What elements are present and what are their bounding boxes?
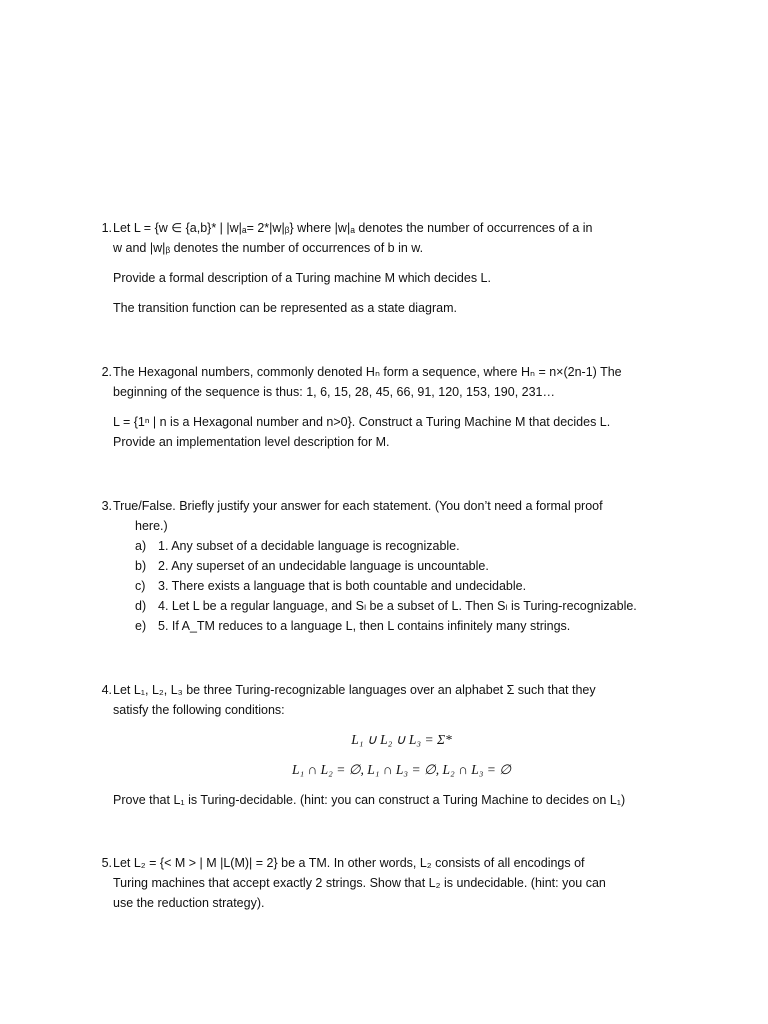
- equation-intersections: L₁ ∩ L₂ = ∅, L₁ ∩ L₃ = ∅, L₂ ∩ L₃ = ∅: [291, 762, 512, 777]
- question-text: True/False. Briefly justify your answer for each statement. (You don’t need a formal proof here.): [113, 499, 603, 533]
- list-item: a) 1. Any subset of a decidable language is recognizable.: [135, 539, 460, 553]
- list-item: c) 3. There exists a language that is both countable and undecidable.: [135, 579, 527, 593]
- question-2: [90, 362, 690, 452]
- question-number: 4.: [101, 683, 112, 697]
- question-number: 5.: [101, 856, 112, 870]
- question-text: Let L = {w ∈ {a,b}* | |w|ₐ= 2*|w|ᵦ} where |w|ₐ denotes the number of occurrences of a in w and |w|ᵦ denotes the number of occurrences of b in w.: [113, 221, 593, 255]
- question-4: [90, 680, 690, 810]
- question-number: 1.: [101, 221, 112, 235]
- question-text: Let L₁, L₂, L₃ be three Turing-recognizable languages over an alphabet Σ such that they satisfy the following conditions:: [113, 683, 596, 717]
- question-paragraph: Prove that L₁ is Turing-decidable. (hint: you can construct a Turing Machine to decides on L₁): [113, 793, 626, 807]
- question-5: [90, 853, 690, 913]
- question-1: [90, 218, 690, 318]
- question-text: The Hexagonal numbers, commonly denoted Hₙ form a sequence, where Hₙ = n×(2n-1) The beginning of the sequence is thus: 1, 6, 15, 28, 45, 66, 91, 120, 153, 190, 231…: [113, 365, 622, 399]
- question-text: Let L₂ = {< M > | M |L(M)| = 2} be a TM. In other words, L₂ consists of all encodings of Turing machines that accept exactly 2 strings. Show that L₂ is undecidable. (hint: you can use the reduction strategy).: [113, 856, 606, 910]
- question-3: [90, 496, 690, 636]
- question-paragraph: L = {1ⁿ | n is a Hexagonal number and n>0}. Construct a Turing Machine M that decides L. Provide an implementation level description for M.: [113, 415, 611, 449]
- equation-union: L₁ ∪ L₂ ∪ L₃ = Σ*: [351, 732, 452, 747]
- question-number: 3.: [101, 499, 112, 513]
- question-number: 2.: [101, 365, 112, 379]
- list-item: b) 2. Any superset of an undecidable language is uncountable.: [135, 559, 489, 573]
- list-item: e) 5. If A_TM reduces to a language L, then L contains infinitely many strings.: [135, 619, 571, 633]
- question-paragraph: The transition function can be represented as a state diagram.: [113, 301, 457, 315]
- question-paragraph: Provide a formal description of a Turing machine M which decides L.: [113, 271, 491, 285]
- true-false-list: [113, 536, 690, 636]
- list-item: d) 4. Let L be a regular language, and Sₗ be a subset of L. Then Sₗ is Turing-recognizable.: [135, 599, 637, 613]
